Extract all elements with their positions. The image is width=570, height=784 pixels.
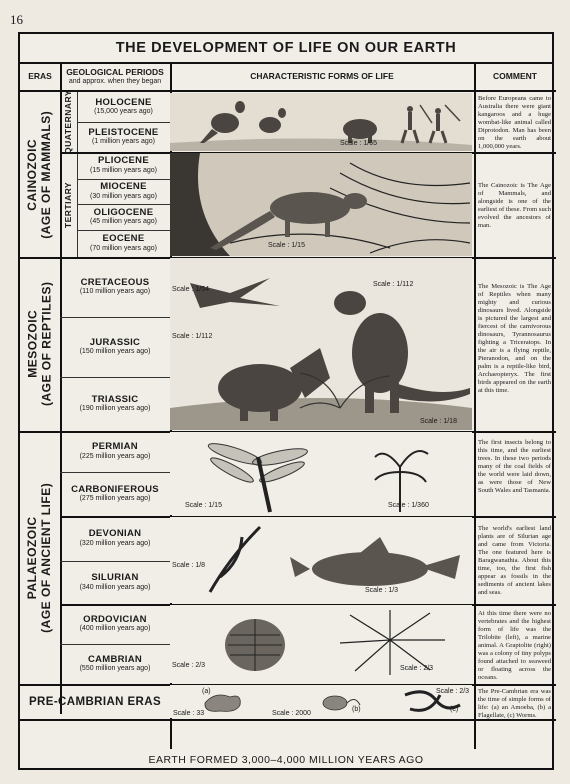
comment-quaternary: Before Europeans came to Australia there were giant kangaroos and a huge wombat-like animal called Diprotodon. Man has been on the earth about 1,000,000 years. — [478, 95, 551, 151]
illustration-precambrian — [170, 685, 472, 718]
subgroup-quaternary: QUATERNARY — [63, 89, 74, 155]
period-carboniferous: CARBONIFEROUS (275 million years ago) — [71, 483, 159, 503]
scale-label: Scale : 2/3 — [436, 688, 470, 695]
scale-label: Scale : 2/3 — [400, 665, 434, 672]
scale-label: Scale : 1/3 — [365, 587, 399, 594]
header-comment: COMMENT — [474, 64, 556, 92]
scale-label: Scale : 1/15 — [185, 502, 222, 509]
scale-label: Scale : 2000 — [272, 710, 311, 717]
figure-label: (a) — [202, 688, 211, 695]
period-ordovician: ORDOVICIAN (400 million years ago) — [79, 613, 151, 633]
period-silurian: SILURIAN (340 million years ago) — [79, 572, 151, 591]
header-eras: ERAS — [20, 64, 60, 92]
chart-frame — [18, 32, 554, 770]
period-eocene: EOCENE (70 million years ago) — [90, 233, 157, 252]
page-number: 16 — [10, 12, 23, 27]
figure-label: (b) — [352, 706, 361, 713]
comment-ordovician: At this time there were no vertebrates and the highest form of life was the Trilobite (left), a marine animal. A Graptolite (right) was a colony of tiny polyps found attached to seaweed or floating across the oceans. — [478, 610, 551, 682]
comment-precambrian: The Pre-Cambrian era was the time of simple forms of life: (a) an Amoeba, (b) a Flagellate, (c) Worms. — [478, 688, 551, 720]
page-title: THE DEVELOPMENT OF LIFE ON OUR EARTH — [20, 34, 552, 64]
period-cretaceous: CRETACEOUS (110 million years ago) — [79, 276, 151, 296]
period-pleistocene: PLEISTOCENE (1 million years ago) — [88, 126, 159, 146]
comment-devonian: The world's earliest land plants are of Silurian age and came from Victoria. The one featured here is Baragwanathia. About this time, too, the first fish appear as fossils in the sediments of ancient lakes and seas. — [478, 525, 551, 597]
scale-label: Scale : 1/18 — [420, 418, 457, 425]
header-periods: GEOLOGICAL PERIODS and approx. when they began — [60, 64, 170, 92]
comment-mesozoic: The Mesozoic is The Age of Reptiles when many mighty and curious dinosaurs lived. Alongside is pictured the largest and fiercest of the carnivorous dinosaurs, Tyrannosaurus fighting a Triceratops. In the air is a flying reptile, Pteranodon, and on the palm is a reptile-like bird, Archaeopteryx. The first birds appeared on the earth at this time. — [478, 283, 551, 395]
period-cambrian: CAMBRIAN (550 million years ago) — [79, 653, 151, 673]
period-permian: PERMIAN (225 million years ago) — [79, 441, 151, 460]
period-jurassic: JURASSIC (150 million years ago) — [79, 336, 151, 356]
scale-label: Scale : 1/54 — [172, 286, 209, 293]
scale-label: Scale : 1/112 — [373, 281, 414, 288]
period-triassic: TRIASSIC (190 million years ago) — [79, 393, 151, 413]
scale-label: Scale : 1/112 — [172, 333, 213, 340]
illustration-tertiary — [170, 153, 472, 256]
scale-label: Scale : 1/360 — [388, 502, 429, 509]
scale-label: Scale : 33 — [173, 710, 205, 717]
period-oligocene: OLIGOCENE (45 million years ago) — [90, 206, 157, 226]
period-miocene: MIOCENE (30 million years ago) — [90, 181, 157, 200]
scale-label: Scale : 1/8 — [172, 562, 206, 569]
illustration-quaternary — [170, 93, 472, 151]
period-holocene: HOLOCENE (15,000 years ago) — [94, 96, 153, 116]
era-precambrian: PRE-CAMBRIAN ERAS — [28, 695, 162, 708]
footer-earth-formed: EARTH FORMED 3,000–4,000 MILLION YEARS AGO — [148, 753, 424, 766]
figure-label: (c) — [450, 706, 459, 713]
era-cainozoic: CAINOZOIC (AGE OF MAMMALS) — [25, 110, 54, 239]
illustration-mesozoic — [170, 258, 472, 430]
scale-label: Scale : 1/15 — [268, 242, 305, 249]
header-forms: CHARACTERISTIC FORMS OF LIFE — [170, 64, 474, 92]
period-pliocene: PLIOCENE (15 million years ago) — [90, 155, 157, 174]
comment-tertiary: The Cainozoic is The Age of Mammals, and alongside is one of the earliest of these. From such evolved the ancestors of man. — [478, 182, 551, 230]
period-devonian: DEVONIAN (320 million years ago) — [79, 528, 151, 547]
era-mesozoic: MESOZOIC (AGE OF REPTILES) — [25, 281, 54, 407]
scale-label: Scale : 1/65 — [340, 140, 377, 147]
illustration-devonian-silurian — [170, 517, 472, 603]
era-palaeozoic: PALAEOZOIC (AGE OF ANCIENT LIFE) — [25, 482, 54, 633]
comment-permian: The first insects belong to this time, and the earliest trees. In these two periods many of the coal fields of the world were laid down, as were those of New South Wales and Tasmania. — [478, 439, 551, 495]
subgroup-tertiary: TERTIARY — [63, 181, 74, 228]
scale-label: Scale : 2/3 — [172, 662, 206, 669]
